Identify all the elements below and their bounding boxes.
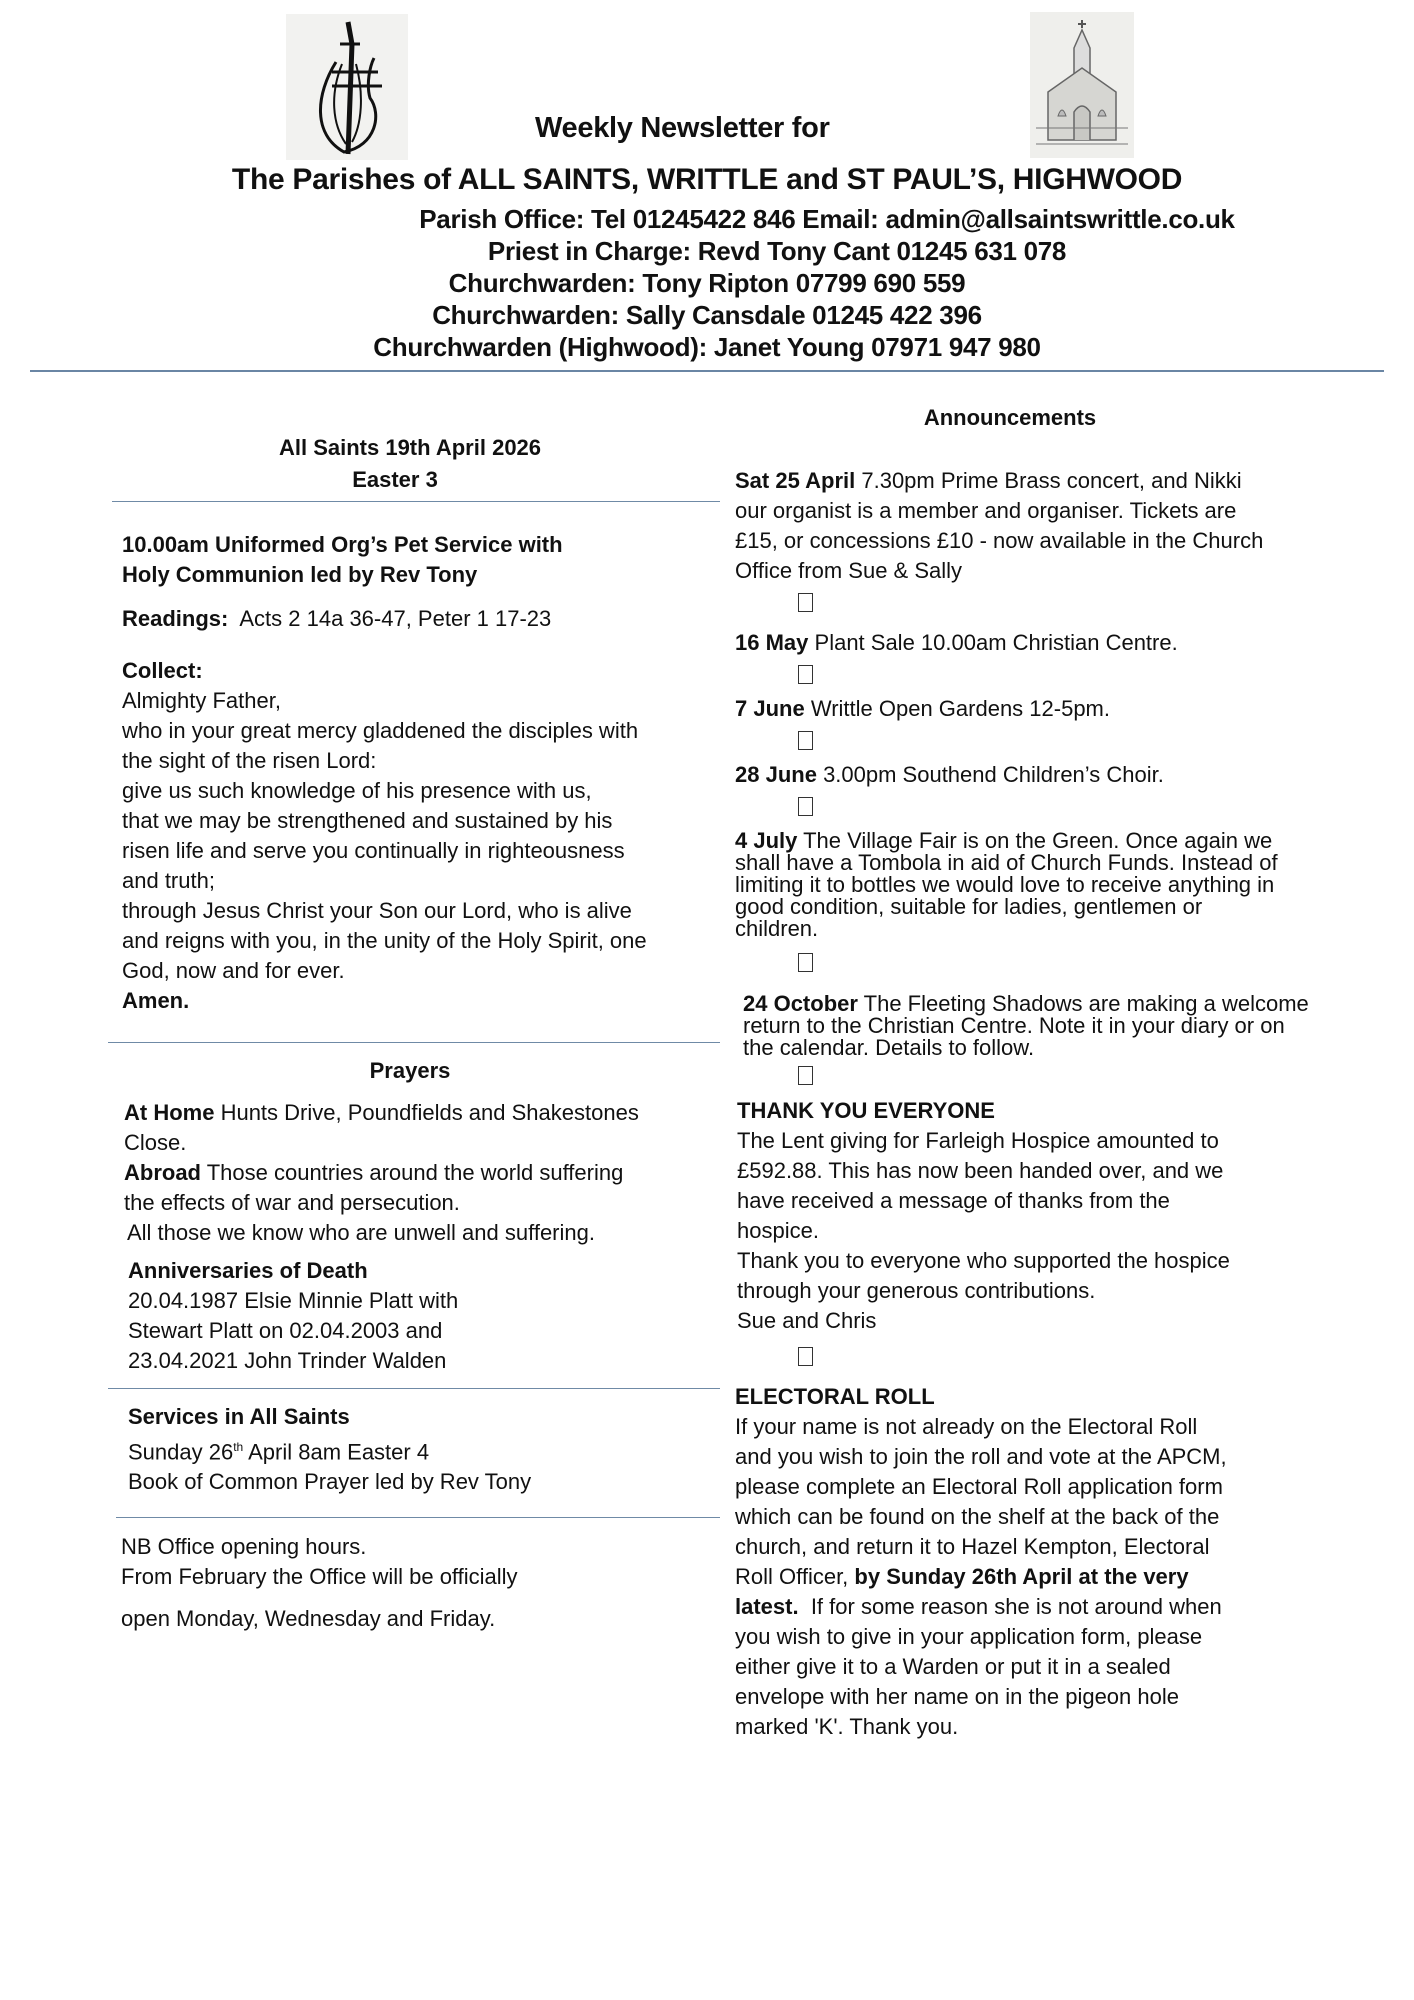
collect-line: God, now and for ever. (122, 958, 345, 983)
announcement-text: limiting it to bottles we would love to receive anything in (735, 872, 1275, 897)
office-hours-line: From February the Office will be officially (121, 1564, 518, 1589)
announcement-text: our organist is a member and organiser. Tickets are (735, 498, 1237, 523)
collect-line: and truth; (122, 868, 215, 893)
unwell-prayer: All those we know who are unwell and suffering. (127, 1220, 595, 1245)
electoral-roll-section (735, 1382, 1375, 1742)
missing-glyph-box-icon (798, 1066, 813, 1085)
abroad-text: Those countries around the world suffering (206, 1160, 624, 1185)
prayers (124, 1098, 724, 1248)
header-divider (30, 370, 1384, 372)
electoral-roll-deadline: latest. (735, 1594, 799, 1619)
parishes-heading: The Parishes of ALL SAINTS, WRITTLE and ST PAUL’S, HIGHWOOD (231, 163, 1183, 196)
churchwarden-highwood: Churchwarden (Highwood): Janet Young 07971 947 980 (373, 332, 1041, 362)
anniversaries-heading: Anniversaries of Death (128, 1258, 368, 1283)
priest-in-charge: Priest in Charge: Revd Tony Cant 01245 631 078 (487, 236, 1067, 266)
thank-you-line: Thank you to everyone who supported the hospice (737, 1248, 1230, 1273)
announcement-text: Office from Sue & Sally (735, 558, 963, 583)
announcement-text: good condition, suitable for ladies, gentlemen or (735, 894, 1203, 919)
abroad-label: Abroad (124, 1160, 201, 1185)
thank-you-section (737, 1096, 1377, 1370)
announcement-text: The Village Fair is on the Green. Once again we (803, 828, 1273, 853)
announcement-text: The Fleeting Shadows are making a welcome (863, 991, 1309, 1016)
churchwarden-2: Churchwarden: Sally Cansdale 01245 422 396 (432, 300, 982, 330)
readings (122, 604, 551, 634)
church-drawing-icon (1030, 12, 1134, 158)
electoral-roll-line: Roll Officer, (735, 1564, 855, 1589)
collect-line: Almighty Father, (122, 688, 281, 713)
electoral-roll-line: please complete an Electoral Roll application form (735, 1474, 1223, 1499)
collect-line: that we may be strengthened and sustained by his (122, 808, 613, 833)
collect-line: and reigns with you, in the unity of the Holy Spirit, one (122, 928, 647, 953)
divider (116, 1517, 720, 1518)
announcement-item (735, 628, 1375, 688)
amen: Amen. (122, 988, 190, 1013)
divider (112, 501, 720, 502)
anniversary-line: Stewart Platt on 02.04.2003 and (128, 1318, 443, 1343)
announcement-text: return to the Christian Centre. Note it in your diary or on (743, 1013, 1285, 1038)
announcement-date: 24 October (743, 991, 858, 1016)
church-drawing (1030, 12, 1134, 158)
announcement-text: the calendar. Details to follow. (743, 1035, 1035, 1060)
prayers-heading: Prayers (369, 1058, 451, 1083)
thank-you-line: The Lent giving for Farleigh Hospice amounted to (737, 1128, 1219, 1153)
office-hours-note (121, 1532, 721, 1634)
parish-office-contact: Parish Office: Tel 01245422 846 Email: admin@allsaintswrittle.co.uk (419, 204, 1235, 234)
announcement-text: Writtle Open Gardens 12-5pm. (810, 696, 1110, 721)
electoral-roll-line: either give it to a Warden or put it in a sealed (735, 1654, 1171, 1679)
anniversary-line: 20.04.1987 Elsie Minnie Platt with (128, 1288, 459, 1313)
collect-line: risen life and serve you continually in righteousness (122, 838, 625, 863)
collect (122, 656, 722, 1016)
announcement-text: 7.30pm Prime Brass concert, and Nikki (861, 468, 1242, 493)
services-in-all-saints (128, 1402, 728, 1497)
divider (108, 1042, 720, 1043)
thank-you-line: through your generous contributions. (737, 1278, 1096, 1303)
announcement-item (735, 830, 1395, 972)
announcement-text: shall have a Tombola in aid of Church Funds. Instead of (735, 850, 1278, 875)
electoral-roll-line: and you wish to join the roll and vote at the APCM, (735, 1444, 1227, 1469)
anniversaries (128, 1256, 728, 1376)
electoral-roll-line: If your name is not already on the Electoral Roll (735, 1414, 1198, 1439)
parish-emblem-logo (286, 14, 408, 160)
churchwarden-1: Churchwarden: Tony Ripton 07799 690 559 (448, 268, 966, 298)
service-line: Holy Communion led by Rev Tony (122, 562, 478, 587)
announcement-text: children. (735, 916, 819, 941)
collect-label: Collect: (122, 658, 203, 683)
missing-glyph-box-icon (798, 731, 813, 750)
missing-glyph-box-icon (798, 953, 813, 972)
readings-label: Readings: (122, 606, 229, 631)
missing-glyph-box-icon (798, 593, 813, 612)
service-title (122, 530, 563, 590)
announcement-date: Sat 25 April (735, 468, 856, 493)
thank-you-heading: THANK YOU EVERYONE (737, 1098, 995, 1123)
electoral-roll-deadline: by Sunday 26th April at the very (854, 1564, 1189, 1589)
divider (108, 1388, 720, 1389)
announcement-date: 28 June (735, 762, 817, 787)
thank-you-line: £592.88. This has now been handed over, and we (737, 1158, 1224, 1183)
services-heading: Services in All Saints (128, 1404, 350, 1429)
readings-text: Acts 2 14a 36-47, Peter 1 17-23 (239, 606, 552, 631)
electoral-roll-line: which can be found on the shelf at the back of the (735, 1504, 1220, 1529)
services-detail: Book of Common Prayer led by Rev Tony (128, 1469, 532, 1495)
announcement-text: 3.00pm Southend Children’s Choir. (823, 762, 1164, 787)
collect-line: the sight of the risen Lord: (122, 748, 377, 773)
service-date-heading: All Saints 19th April 2026 (278, 435, 542, 460)
announcement-item (735, 760, 1375, 820)
at-home-text: Close. (124, 1130, 187, 1155)
anniversary-line: 23.04.2021 John Trinder Walden (128, 1348, 447, 1373)
collect-line: who in your great mercy gladdened the disciples with (122, 718, 639, 743)
thank-you-line: hospice. (737, 1218, 819, 1243)
services-day: Sunday 26 (128, 1439, 234, 1465)
electoral-roll-line: you wish to give in your application form, please (735, 1624, 1203, 1649)
thank-you-line: have received a message of thanks from the (737, 1188, 1170, 1213)
newsletter-title: Weekly Newsletter for (535, 112, 830, 144)
electoral-roll-line: envelope with her name on in the pigeon hole (735, 1684, 1179, 1709)
missing-glyph-box-icon (798, 665, 813, 684)
announcement-date: 7 June (735, 696, 805, 721)
service-line: 10.00am Uniformed Org’s Pet Service with (122, 532, 563, 557)
electoral-roll-line: If for some reason she is not around when (798, 1594, 1222, 1619)
missing-glyph-box-icon (798, 1347, 813, 1366)
electoral-roll-heading: ELECTORAL ROLL (735, 1384, 935, 1409)
announcement-text: Plant Sale 10.00am Christian Centre. (814, 630, 1178, 655)
collect-line: give us such knowledge of his presence with us, (122, 778, 592, 803)
office-hours-line: NB Office opening hours. (121, 1534, 367, 1559)
electoral-roll-line: church, and return it to Hazel Kempton, Electoral (735, 1534, 1210, 1559)
announcements-heading: Announcements (923, 405, 1097, 430)
announcement-item (735, 466, 1375, 616)
at-home-text: Hunts Drive, Poundfields and Shakestones (220, 1100, 639, 1125)
collect-line: through Jesus Christ your Son our Lord, who is alive (122, 898, 632, 923)
missing-glyph-box-icon (798, 797, 813, 816)
announcement-date: 16 May (735, 630, 809, 655)
thank-you-line: Sue and Chris (737, 1308, 877, 1333)
services-time: April 8am Easter 4 (243, 1439, 430, 1465)
announcement-date: 4 July (735, 828, 798, 853)
announcement-text: £15, or concessions £10 - now available in the Church (735, 528, 1264, 553)
office-hours-line: open Monday, Wednesday and Friday. (121, 1606, 496, 1631)
parish-emblem-icon (286, 14, 408, 160)
announcement-item (743, 993, 1403, 1085)
services-day-suffix: th (233, 1440, 244, 1454)
at-home-label: At Home (124, 1100, 215, 1125)
announcement-item (735, 694, 1375, 754)
electoral-roll-line: marked 'K'. Thank you. (735, 1714, 959, 1739)
abroad-text: the effects of war and persecution. (124, 1190, 460, 1215)
liturgical-week: Easter 3 (352, 467, 438, 492)
